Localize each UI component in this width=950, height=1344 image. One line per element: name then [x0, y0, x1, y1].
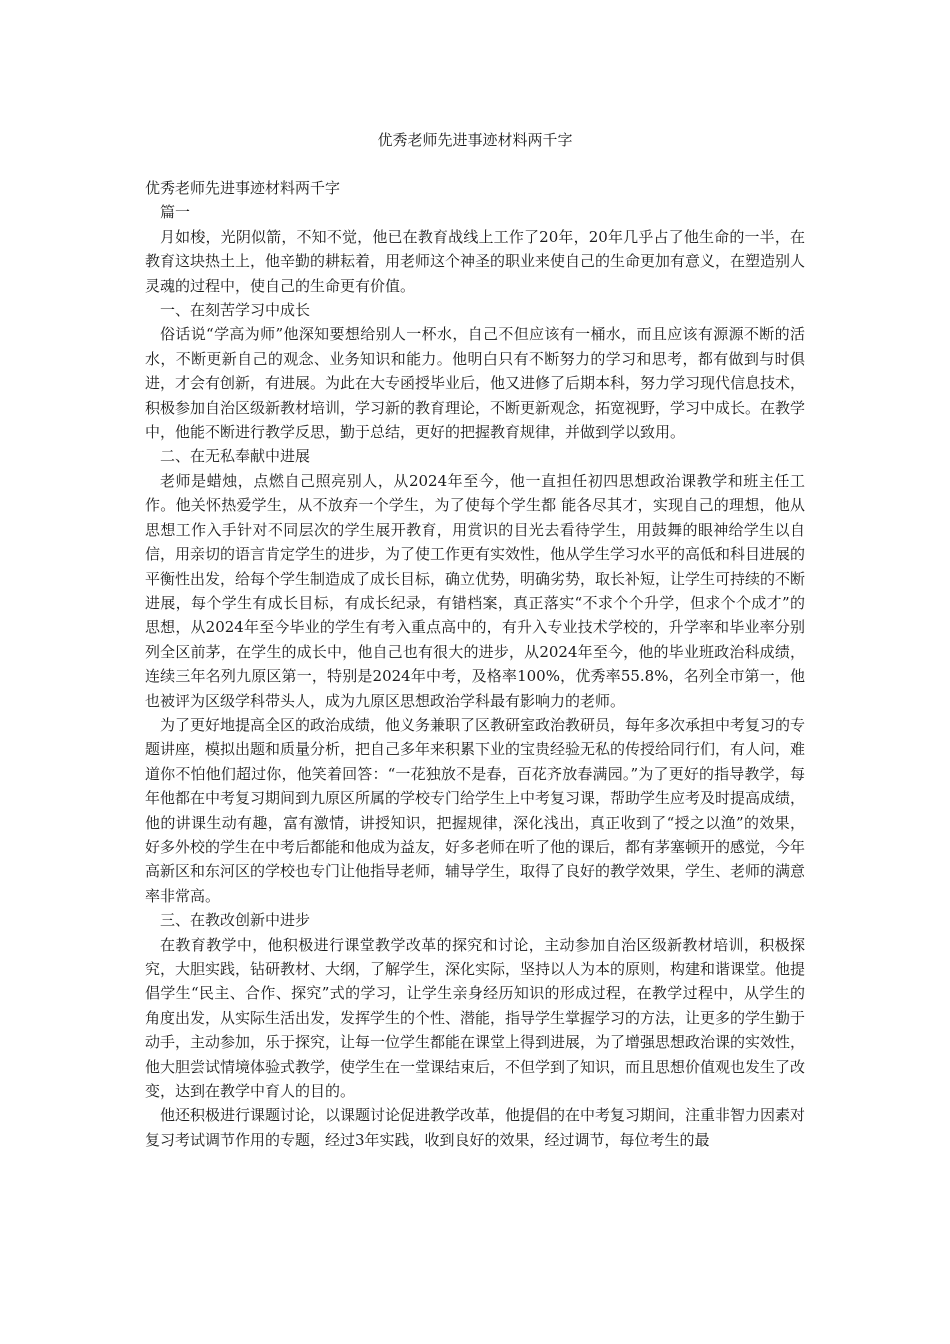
section-label: 篇一 — [160, 203, 191, 222]
document-title: 优秀老师先进事迹材料两千字 — [377, 131, 573, 149]
document-subtitle: 优秀老师先进事迹材料两千字 — [145, 179, 341, 197]
paragraph-1: 俗话说“学高为师”他深知要想给别人一杯水，自己不但应该有一桶水，而且应该有源源不断的活水，不断更新自己的观念、业务知识和能力。他明白只有不断努力的学习和思考，都有做到与时俱进，才会有创新，有进展。为此在大专函授毕业后，他又进修了后期本科，努力学习现代信息技术，积极参加自治区级新教材培训，学习新的教育理论，不断更新观念，拓宽视野，学习中成长。在教学中，他能不断进行教学反思，勤于总结，更好的把握教育规律，并做到学以致用。 — [145, 325, 806, 442]
section-heading-2: 二、在无私奉献中进展 — [160, 447, 311, 466]
section-heading-3: 三、在教改创新中进步 — [160, 911, 311, 930]
document-body — [145, 176, 805, 1152]
section-heading-1: 一、在刻苦学习中成长 — [160, 301, 311, 320]
paragraph-2: 老师是蜡烛，点燃自己照亮别人，从2024年至今，他一直担任初四思想政治课教学和班主任工作。他关怀热爱学生，从不放弃一个学生，为了使每个学生都 能各尽其才，实现自己的理想，他从思想工作入手针对不同层次的学生展开教育，用赏识的目光去看待学生，用鼓舞的眼神给学生以自信，用亲切的语言肯定学生的进步，为了使工作更有实效性，他从学生学习水平的高低和科目进展的平衡性出发，给每个学生制造成了成长目标，确立优势，明确劣势，取长补短，让学生可持续的不断进展，每个学生有成长目标，有成长纪录，有错档案，真正落实“不求个个升学，但求个个成才”的思想，从2024年至今毕业的学生有考入重点高中的，有升入专业技术学校的，升学率和毕业率分别列全区前茅，在学生的成长中，他自己也有很大的进步，从2024年至今，他的毕业班政治科成绩，连续三年名列九原区第一，特别是2024年中考，及格率100%，优秀率55.8%，名列全市第一，他也被评为区级学科带头人，成为九原区思想政治学科最有影响力的老师。 — [145, 471, 806, 710]
paragraph-5: 他还积极进行课题讨论，以课题讨论促进教学改革，他提倡的在中考复习期间，注重非智力因素对复习考试调节作用的专题，经过3年实践，收到良好的效果，经过调节，每位考生的最 — [145, 1106, 806, 1149]
paragraph-3: 为了更好地提高全区的政治成绩，他义务兼职了区教研室政治教研员，每年多次承担中考复习的专题讲座，模拟出题和质量分析，把自己多年来积累下业的宝贵经验无私的传授给同行们，有人问，难道你不怕他们超过你，他笑着回答：“一花独放不是春，百花齐放春满园。”为了更好的指导教学，每年他都在中考复习期间到九原区所属的学校专门给学生上中考复习课，帮助学生应考及时提高成绩，他的讲课生动有趣，富有激情，讲授知识，把握规律，深化浅出，真正收到了“授之以渔”的效果，好多外校的学生在中考后都能和他成为益友，好多老师在听了他的课后，都有茅塞顿开的感觉，今年高新区和东河区的学校也专门让他指导老师，辅导学生，取得了良好的教学效果，学生、老师的满意率非常高。 — [145, 715, 806, 905]
paragraph-4: 在教育教学中，他积极进行课堂教学改革的探究和讨论，主动参加自治区级新教材培训，积极探究，大胆实践，钻研教材、大纲，了解学生，深化实际，坚持以人为本的原则，构建和谐课堂。他提倡学生“民主、合作、探究”式的学习，让学生亲身经历知识的形成过程，在教学过程中，从学生的角度出发，从实际生活出发，发挥学生的个性、潜能，指导学生掌握学习的方法，让更多的学生勤于动手，主动参加，乐于探究，让每一位学生都能在课堂上得到进展，为了增强思想政治课的实效性，他大胆尝试情境体验式教学，使学生在一堂课结束后，不但学到了知识，而且思想价值观也发生了改变，达到在教学中育人的目的。 — [145, 935, 806, 1101]
intro-paragraph: 月如梭，光阴似箭，不知不觉，他已在教育战线上工作了20年，20年几乎占了他生命的一半，在教育这块热土上，他辛勤的耕耘着，用老师这个神圣的职业来使自己的生命更加有意义，在塑造别人灵魂的过程中，使自己的生命更有价值。 — [145, 227, 806, 295]
